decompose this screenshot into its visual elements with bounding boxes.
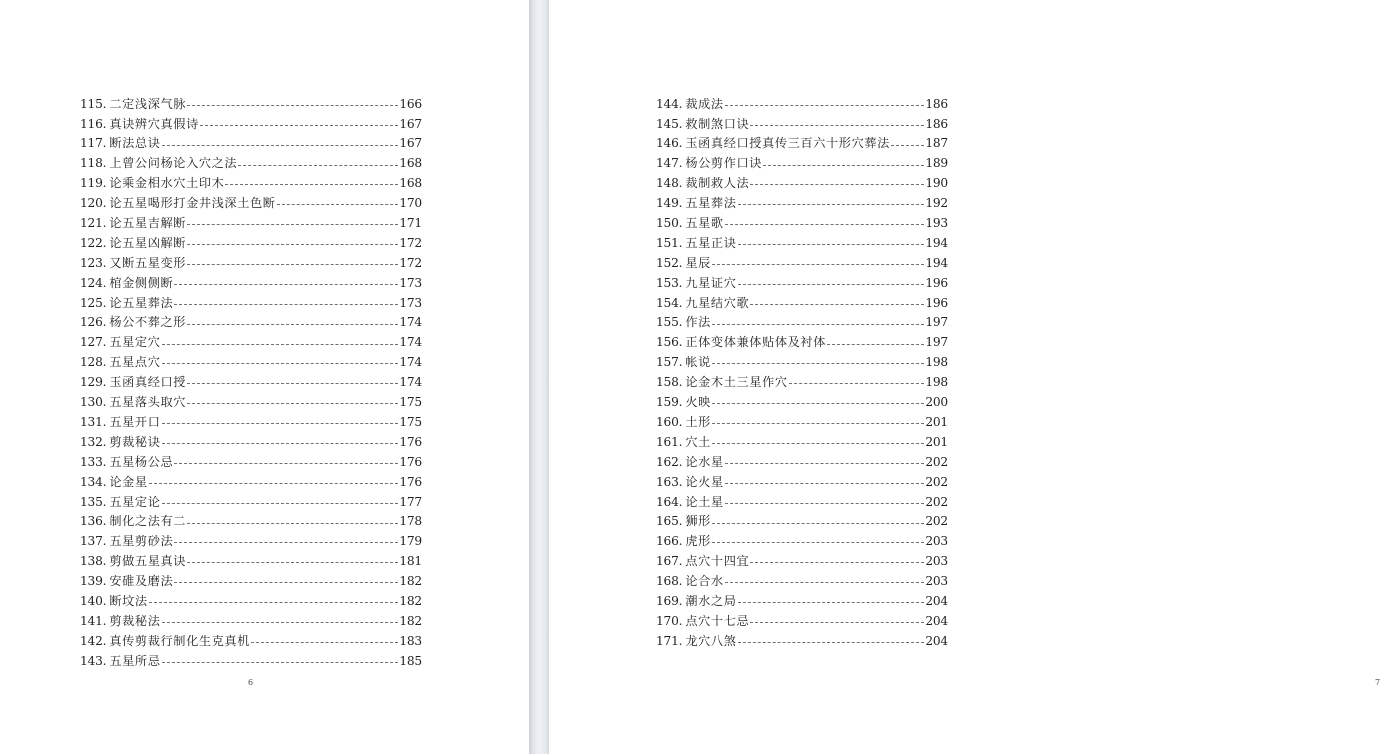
toc-entry-number: 136.: [80, 514, 107, 529]
toc-entry[interactable]: [656, 189, 948, 209]
dot-leader: [187, 403, 398, 404]
toc-entry-page: 196: [925, 275, 948, 290]
left-page: [0, 0, 529, 754]
toc-entry-page: 182: [399, 613, 422, 628]
toc-entry-page: 173: [399, 275, 422, 290]
toc-entry-title: 九星结穴歌: [685, 295, 750, 310]
toc-entry-number: 150.: [656, 216, 683, 231]
toc-entry-title: 五星定穴: [109, 335, 161, 350]
toc-entry-number: 166.: [656, 534, 683, 549]
toc-entry[interactable]: [656, 448, 948, 468]
toc-entry-title: 剪裁秘法: [109, 613, 161, 628]
toc-entry-title: 论金木土三星作穴: [685, 375, 788, 390]
toc-entry-title: 正体变体兼体贴体及衬体: [685, 335, 827, 350]
toc-entry-title: 杨公不葬之形: [109, 315, 187, 330]
dot-leader: [750, 622, 924, 623]
toc-entry[interactable]: [656, 249, 948, 269]
toc-entry-title: 安碓及磨法: [109, 574, 174, 589]
toc-entry-number: 141.: [80, 613, 107, 628]
toc-entry-number: 170.: [656, 613, 683, 628]
toc-entry-number: 153.: [656, 275, 683, 290]
toc-entry-page: 204: [925, 633, 948, 648]
toc-entry[interactable]: [80, 189, 422, 209]
dot-leader: [750, 562, 924, 563]
toc-entry-title: 火映: [685, 395, 711, 410]
toc-entry-page: 172: [399, 255, 422, 270]
toc-entry-number: 118.: [80, 156, 107, 171]
toc-entry[interactable]: [656, 229, 948, 249]
toc-entry[interactable]: [80, 170, 422, 190]
right-page: [549, 0, 1380, 754]
toc-entry-number: 120.: [80, 196, 107, 211]
toc-entry-title: 论合水: [685, 574, 724, 589]
toc-entry-page: 182: [399, 574, 422, 589]
dot-leader: [750, 184, 924, 185]
toc-entry-number: 157.: [656, 355, 683, 370]
toc-entry-number: 128.: [80, 355, 107, 370]
toc-entry-number: 135.: [80, 494, 107, 509]
toc-entry-page: 201: [925, 434, 948, 449]
toc-entry-page: 203: [925, 554, 948, 569]
dot-leader: [162, 145, 399, 146]
toc-entry[interactable]: [656, 408, 948, 428]
toc-entry-title: 论火星: [685, 474, 724, 489]
toc-entry-title: 作法: [685, 315, 711, 330]
toc-entry-title: 潮水之局: [685, 593, 737, 608]
toc-entry-title: 论金星: [109, 474, 148, 489]
toc-entry-title: 五星剪砂法: [109, 534, 174, 549]
dot-leader: [187, 264, 398, 265]
toc-entry-number: 132.: [80, 434, 107, 449]
toc-entry-number: 142.: [80, 633, 107, 648]
toc-entry-number: 165.: [656, 514, 683, 529]
toc-entry-title: 真诀辨穴真假诗: [109, 116, 199, 131]
toc-entry-number: 133.: [80, 454, 107, 469]
toc-entry-title: 论五星吉解断: [109, 216, 187, 231]
toc-entry[interactable]: [656, 209, 948, 229]
dot-leader: [789, 383, 925, 384]
dot-leader: [725, 483, 925, 484]
toc-entry-title: 论土星: [685, 494, 724, 509]
toc-entry-page: 174: [399, 355, 422, 370]
toc-entry-title: 裁成法: [685, 96, 724, 111]
dot-leader: [187, 324, 398, 325]
dot-leader: [738, 284, 925, 285]
toc-entry-title: 杨公剪作口诀: [685, 156, 763, 171]
toc-entry-title: 五星所忌: [109, 653, 161, 668]
toc-entry-title: 制化之法有二: [109, 514, 187, 529]
dot-leader: [187, 383, 398, 384]
toc-entry-number: 152.: [656, 255, 683, 270]
toc-entry[interactable]: [80, 468, 422, 488]
toc-entry-title: 上曾公问杨论入穴之法: [109, 156, 238, 171]
dot-leader: [738, 642, 925, 643]
toc-entry[interactable]: [80, 528, 422, 548]
toc-entry-page: 202: [925, 474, 948, 489]
toc-entry[interactable]: [80, 408, 422, 428]
toc-entry-page: 192: [925, 196, 948, 211]
toc-entry-page: 172: [399, 235, 422, 250]
dot-leader: [725, 105, 925, 106]
toc-entry-page: 181: [399, 554, 422, 569]
toc-entry-number: 116.: [80, 116, 107, 131]
toc-entry-number: 146.: [656, 136, 683, 151]
toc-entry-page: 178: [399, 514, 422, 529]
toc-entry-number: 139.: [80, 574, 107, 589]
toc-entry-title: 星辰: [685, 255, 711, 270]
toc-entry[interactable]: [656, 547, 948, 567]
dot-leader: [174, 542, 398, 543]
toc-entry-number: 154.: [656, 295, 683, 310]
toc-entry-page: 185: [399, 653, 422, 668]
toc-entry-title: 土形: [685, 414, 711, 429]
toc-entry-title: 五星葬法: [685, 196, 737, 211]
toc-entry-page: 200: [925, 395, 948, 410]
dot-leader: [162, 344, 399, 345]
toc-entry-number: 151.: [656, 235, 683, 250]
toc-entry-page: 173: [399, 295, 422, 310]
dot-leader: [200, 125, 398, 126]
toc-entry[interactable]: [80, 508, 422, 528]
toc-entry-number: 138.: [80, 554, 107, 569]
toc-entry-number: 149.: [656, 196, 683, 211]
dot-leader: [187, 105, 398, 106]
toc-entry-page: 175: [399, 414, 422, 429]
dot-leader: [187, 224, 398, 225]
toc-entry[interactable]: [80, 150, 422, 170]
dot-leader: [162, 662, 399, 663]
dot-leader: [712, 264, 924, 265]
toc-entry-page: 176: [399, 454, 422, 469]
toc-entry[interactable]: [656, 329, 948, 349]
toc-entry-title: 虎形: [685, 534, 711, 549]
dot-leader: [162, 443, 399, 444]
toc-entry-page: 174: [399, 375, 422, 390]
dot-leader: [712, 423, 924, 424]
toc-entry-page: 174: [399, 335, 422, 350]
toc-entry[interactable]: [80, 388, 422, 408]
toc-entry-number: 163.: [656, 474, 683, 489]
toc-entry[interactable]: [656, 607, 948, 627]
dot-leader: [763, 165, 924, 166]
dot-leader: [725, 224, 925, 225]
toc-entry-title: 剪做五星真诀: [109, 554, 187, 569]
toc-entry[interactable]: [656, 309, 948, 329]
toc-entry[interactable]: [80, 368, 422, 388]
toc-entry-page: 176: [399, 474, 422, 489]
toc-entry-page: 194: [925, 235, 948, 250]
toc-entry[interactable]: [80, 627, 422, 647]
dot-leader: [725, 503, 925, 504]
toc-entry-page: 183: [399, 633, 422, 648]
toc-entry-page: 202: [925, 494, 948, 509]
toc-entry-page: 168: [399, 176, 422, 191]
toc-entry-title: 帐说: [685, 355, 711, 370]
toc-entry-number: 121.: [80, 216, 107, 231]
toc-entry-number: 161.: [656, 434, 683, 449]
toc-entry-page: 174: [399, 315, 422, 330]
toc-entry-page: 201: [925, 414, 948, 429]
toc-entry[interactable]: [80, 229, 422, 249]
toc-entry-title: 玉函真经口授: [109, 375, 187, 390]
toc-entry-page: 186: [925, 96, 948, 111]
toc-entry-page: 198: [925, 375, 948, 390]
toc-entry[interactable]: [656, 150, 948, 170]
toc-entry[interactable]: [656, 428, 948, 448]
dot-leader: [174, 284, 398, 285]
dot-leader: [149, 602, 399, 603]
page-number-left: 6: [248, 678, 254, 687]
dot-leader: [891, 145, 924, 146]
toc-entry[interactable]: [656, 488, 948, 508]
toc-entry-title: 论水星: [685, 454, 724, 469]
toc-entry[interactable]: [80, 329, 422, 349]
dot-leader: [187, 244, 398, 245]
toc-entry-title: 二定浅深气脉: [109, 96, 187, 111]
toc-entry-page: 203: [925, 574, 948, 589]
dot-leader: [712, 403, 924, 404]
toc-entry[interactable]: [656, 508, 948, 528]
dot-leader: [712, 324, 924, 325]
page-gutter: [529, 0, 549, 754]
toc-entry-page: 168: [399, 156, 422, 171]
toc-entry[interactable]: [80, 309, 422, 329]
toc-entry-number: 125.: [80, 295, 107, 310]
toc-entry-title: 龙穴八煞: [685, 633, 737, 648]
toc-entry[interactable]: [80, 428, 422, 448]
dot-leader: [725, 463, 925, 464]
dot-leader: [277, 204, 399, 205]
toc-entry-number: 140.: [80, 593, 107, 608]
toc-entry-title: 棺金侧侧断: [109, 275, 174, 290]
toc-entry-number: 130.: [80, 395, 107, 410]
dot-leader: [187, 562, 398, 563]
toc-entry-number: 131.: [80, 414, 107, 429]
dot-leader: [162, 363, 399, 364]
toc-entry[interactable]: [656, 368, 948, 388]
toc-entry-number: 148.: [656, 176, 683, 191]
toc-entry-title: 五星开口: [109, 414, 161, 429]
toc-entry-page: 197: [925, 315, 948, 330]
toc-entry[interactable]: [80, 647, 422, 667]
toc-entry-page: 203: [925, 534, 948, 549]
toc-entry-number: 137.: [80, 534, 107, 549]
toc-entry-page: 193: [925, 216, 948, 231]
toc-entry-title: 断坟法: [109, 593, 148, 608]
toc-entry-number: 119.: [80, 176, 107, 191]
toc-entry-number: 162.: [656, 454, 683, 469]
dot-leader: [162, 503, 399, 504]
toc-entry-number: 164.: [656, 494, 683, 509]
toc-entry-page: 186: [925, 116, 948, 131]
toc-entry-title: 剪裁秘诀: [109, 434, 161, 449]
toc-entry-number: 171.: [656, 633, 683, 648]
dot-leader: [750, 125, 924, 126]
toc-entry[interactable]: [656, 528, 948, 548]
toc-entry[interactable]: [656, 468, 948, 488]
toc-entry-title: 穴土: [685, 434, 711, 449]
toc-entry-title: 玉函真经口授真传三百六十形穴葬法: [685, 136, 890, 151]
toc-entry-title: 真传剪裁行制化生克真机: [109, 633, 251, 648]
toc-entry-title: 五星杨公忌: [109, 454, 174, 469]
dot-leader: [174, 582, 398, 583]
dot-leader: [149, 483, 399, 484]
dot-leader: [162, 622, 399, 623]
dot-leader: [725, 582, 925, 583]
toc-entry-page: 179: [399, 534, 422, 549]
toc-entry[interactable]: [656, 627, 948, 647]
toc-entry[interactable]: [80, 547, 422, 567]
toc-entry-title: 裁制救人法: [685, 176, 750, 191]
toc-entry-title: 论五星葬法: [109, 295, 174, 310]
toc-entry-page: 202: [925, 454, 948, 469]
toc-entry-title: 五星点穴: [109, 355, 161, 370]
toc-entry[interactable]: [80, 110, 422, 130]
toc-entry-title: 九星证穴: [685, 275, 737, 290]
toc-entry-number: 160.: [656, 414, 683, 429]
toc-entry-title: 断法总诀: [109, 136, 161, 151]
toc-entry-number: 169.: [656, 593, 683, 608]
toc-entry-number: 159.: [656, 395, 683, 410]
dot-leader: [187, 523, 398, 524]
toc-entry-number: 126.: [80, 315, 107, 330]
toc-entry[interactable]: [656, 567, 948, 587]
dot-leader: [738, 244, 925, 245]
toc-entry[interactable]: [80, 349, 422, 369]
toc-entry-page: 198: [925, 355, 948, 370]
toc-entry-page: 182: [399, 593, 422, 608]
toc-entry-number: 123.: [80, 255, 107, 270]
dot-leader: [827, 344, 924, 345]
dot-leader: [712, 542, 924, 543]
toc-entry-number: 129.: [80, 375, 107, 390]
toc-entry-page: 202: [925, 514, 948, 529]
toc-entry-page: 166: [399, 96, 422, 111]
toc-entry-number: 167.: [656, 554, 683, 569]
toc-entry-page: 204: [925, 613, 948, 628]
toc-entry-page: 170: [399, 196, 422, 211]
page-number-right: 7: [1375, 678, 1380, 687]
toc-entry-page: 194: [925, 255, 948, 270]
toc-entry-number: 143.: [80, 653, 107, 668]
dot-leader: [162, 423, 399, 424]
toc-entry-page: 167: [399, 136, 422, 151]
dot-leader: [712, 443, 924, 444]
toc-entry-title: 论五星凶解断: [109, 235, 187, 250]
dot-leader: [738, 204, 925, 205]
toc-entry-page: 167: [399, 116, 422, 131]
toc-entry[interactable]: [656, 289, 948, 309]
dot-leader: [750, 304, 924, 305]
toc-entry-page: 177: [399, 494, 422, 509]
toc-entry-number: 117.: [80, 136, 107, 151]
toc-entry-title: 救制煞口诀: [685, 116, 750, 131]
dot-leader: [712, 363, 924, 364]
toc-entry-title: 点穴十四宜: [685, 554, 750, 569]
dot-leader: [712, 523, 924, 524]
toc-entry-number: 134.: [80, 474, 107, 489]
toc-entry-number: 147.: [656, 156, 683, 171]
toc-entry[interactable]: [656, 587, 948, 607]
toc-entry-page: 190: [925, 176, 948, 191]
toc-entry[interactable]: [656, 269, 948, 289]
toc-entry-page: 176: [399, 434, 422, 449]
toc-entry[interactable]: [656, 130, 948, 150]
toc-entry-page: 187: [925, 136, 948, 151]
toc-entry-title: 狮形: [685, 514, 711, 529]
dot-leader: [174, 463, 398, 464]
toc-entry[interactable]: [656, 388, 948, 408]
toc-entry-title: 点穴十七忌: [685, 613, 750, 628]
toc-entry[interactable]: [80, 488, 422, 508]
toc-entry-number: 156.: [656, 335, 683, 350]
toc-entry-number: 158.: [656, 375, 683, 390]
toc-entry[interactable]: [80, 249, 422, 269]
toc-entry-title: 五星定论: [109, 494, 161, 509]
toc-entry-page: 175: [399, 395, 422, 410]
toc-entry[interactable]: [656, 110, 948, 130]
toc-entry[interactable]: [80, 448, 422, 468]
toc-entry[interactable]: [80, 90, 422, 110]
dot-leader: [251, 642, 398, 643]
toc-entry-title: 又断五星变形: [109, 255, 187, 270]
toc-entry[interactable]: [80, 607, 422, 627]
toc-entry-number: 155.: [656, 315, 683, 330]
toc-entry[interactable]: [656, 170, 948, 190]
toc-entry-number: 168.: [656, 574, 683, 589]
toc-entry-title: 论五星喝形打金井浅深土色断: [109, 196, 276, 211]
toc-entry[interactable]: [80, 130, 422, 150]
dot-leader: [225, 184, 398, 185]
toc-entry-page: 196: [925, 295, 948, 310]
toc-entry-number: 127.: [80, 335, 107, 350]
dot-leader: [738, 602, 925, 603]
toc-entry-page: 204: [925, 593, 948, 608]
toc-list-left: [80, 90, 422, 667]
toc-entry-number: 115.: [80, 96, 107, 111]
toc-entry[interactable]: [656, 349, 948, 369]
toc-entry-number: 124.: [80, 275, 107, 290]
toc-entry[interactable]: [80, 567, 422, 587]
toc-entry[interactable]: [80, 269, 422, 289]
toc-entry-title: 五星落头取穴: [109, 395, 187, 410]
toc-entry-page: 189: [925, 156, 948, 171]
toc-list-right: [656, 90, 948, 647]
dot-leader: [238, 165, 398, 166]
toc-entry-number: 144.: [656, 96, 683, 111]
toc-entry[interactable]: [80, 587, 422, 607]
toc-entry-number: 122.: [80, 235, 107, 250]
toc-entry-number: 145.: [656, 116, 683, 131]
toc-entry[interactable]: [80, 209, 422, 229]
toc-entry-page: 171: [399, 216, 422, 231]
toc-entry[interactable]: [656, 90, 948, 110]
toc-entry-title: 五星歌: [685, 216, 724, 231]
dot-leader: [174, 304, 398, 305]
toc-entry-page: 197: [925, 335, 948, 350]
toc-entry-title: 论乘金相水穴土印木: [109, 176, 225, 191]
toc-entry[interactable]: [80, 289, 422, 309]
toc-entry-title: 五星正诀: [685, 235, 737, 250]
